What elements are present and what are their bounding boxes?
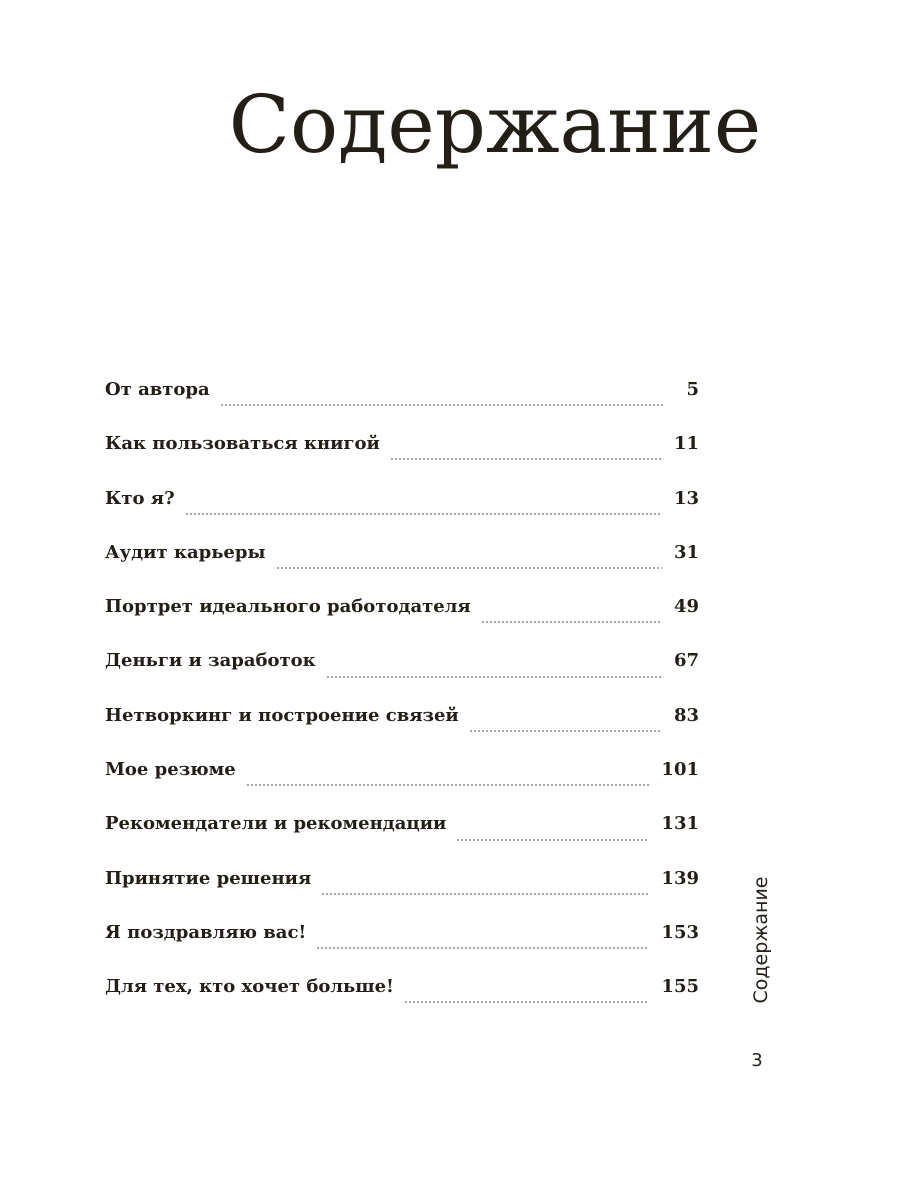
toc-entry-page: 139 xyxy=(661,867,699,889)
toc-entry-want-more[interactable] xyxy=(105,969,699,1023)
toc-entry-page: 83 xyxy=(673,704,699,726)
toc-entry-label: Принятие решения xyxy=(105,867,312,889)
toc-entry-page: 49 xyxy=(673,596,699,618)
dot-leader xyxy=(404,1001,649,1003)
toc-entry-page: 131 xyxy=(661,813,699,835)
dot-leader xyxy=(316,947,649,949)
toc-entry-page: 5 xyxy=(686,379,699,400)
dot-leader xyxy=(321,893,649,895)
dot-leader xyxy=(469,730,662,732)
table-of-contents xyxy=(105,372,699,1024)
dot-leader xyxy=(246,784,650,786)
toc-entry-decision[interactable] xyxy=(105,861,699,915)
toc-entry-label: Я поздравляю вас! xyxy=(105,921,307,943)
toc-entry-how-to-use[interactable] xyxy=(105,426,699,480)
page-title: Содержание xyxy=(228,78,762,171)
dot-leader xyxy=(220,404,665,406)
toc-entry-label: Рекомендатели и рекомендации xyxy=(105,813,447,835)
page-number: 3 xyxy=(751,1050,763,1071)
toc-entry-networking[interactable] xyxy=(105,698,699,752)
toc-entry-references[interactable] xyxy=(105,806,699,860)
toc-entry-from-author[interactable] xyxy=(105,372,699,426)
dot-leader xyxy=(326,676,662,678)
toc-entry-label: Кто я? xyxy=(105,487,175,509)
toc-entry-label: Деньги и заработок xyxy=(105,650,316,672)
toc-entry-page: 155 xyxy=(661,976,699,998)
toc-entry-page: 31 xyxy=(673,541,699,563)
toc-entry-label: Мое резюме xyxy=(105,759,236,781)
toc-entry-congratulations[interactable] xyxy=(105,915,699,969)
dot-leader xyxy=(276,567,662,569)
toc-entry-page: 13 xyxy=(673,487,699,509)
toc-entry-page: 11 xyxy=(673,433,699,455)
dot-leader xyxy=(481,621,662,623)
toc-entry-label: Портрет идеального работодателя xyxy=(105,596,471,618)
toc-entry-page: 67 xyxy=(673,650,699,672)
toc-entry-label: Нетворкинг и построение связей xyxy=(105,704,459,726)
toc-entry-label: Как пользоваться книгой xyxy=(105,433,380,455)
toc-entry-ideal-employer[interactable] xyxy=(105,589,699,643)
toc-entry-label: Аудит карьеры xyxy=(105,541,266,563)
toc-entry-career-audit[interactable] xyxy=(105,535,699,589)
toc-entry-resume[interactable] xyxy=(105,752,699,806)
dot-leader xyxy=(456,839,649,841)
toc-entry-label: От автора xyxy=(105,379,210,400)
section-side-label: Содержание xyxy=(750,876,772,1004)
dot-leader xyxy=(390,458,662,460)
toc-entry-who-am-i[interactable] xyxy=(105,481,699,535)
dot-leader xyxy=(185,513,662,515)
toc-entry-money[interactable] xyxy=(105,643,699,697)
toc-entry-page: 101 xyxy=(661,759,699,781)
toc-entry-label: Для тех, кто хочет больше! xyxy=(105,976,394,998)
toc-entry-page: 153 xyxy=(661,921,699,943)
